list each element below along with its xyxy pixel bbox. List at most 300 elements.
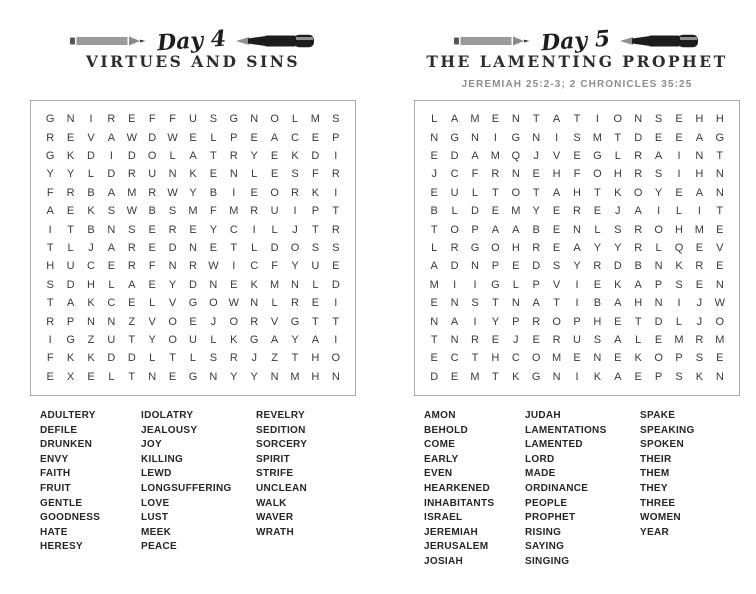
grid-letter: L [675,315,683,328]
grid-letter: E [430,297,438,310]
grid-letter: S [46,278,54,291]
grid-letter: O [168,333,177,346]
grid-letter: L [512,278,519,291]
grid-letter: K [87,352,95,365]
grid-letter: V [87,131,95,144]
grid-letter: R [46,315,55,328]
grid-letter: I [473,278,477,291]
word-list [424,409,740,570]
grid-letter: Z [271,352,278,365]
word-list-column [40,409,141,555]
puzzle-title: THE LAMENTING PROPHET [426,52,728,71]
grid-letter: O [290,241,300,254]
grid-letter: E [716,223,724,236]
word-item: IDOLATRY [141,410,194,421]
grid-letter: E [593,205,602,218]
grid-letter: M [490,149,500,162]
grid-letter: E [614,315,622,328]
word-item: SPEAKING [640,424,695,436]
grid-letter: D [66,278,75,291]
grid-letter: T [128,333,136,346]
grid-letter: Y [168,278,177,291]
grid-letter: E [573,352,581,365]
grid-letter: G [593,149,602,162]
grid-letter: W [126,131,137,144]
grid-letter: N [430,315,439,328]
word-item: PROPHET [525,512,576,524]
grid-letter: C [107,297,116,310]
grid-letter: D [168,241,177,254]
grid-letter: S [654,113,663,126]
grid-letter: W [228,297,239,310]
grid-letter: R [229,149,238,162]
grid-letter: K [593,370,602,383]
grid-letter: I [252,223,256,236]
grid-letter: Y [654,186,663,199]
word-item: HERESY [40,541,83,553]
grid-letter: D [270,241,279,254]
grid-letter: V [716,241,724,254]
grid-letter: E [675,131,683,144]
grid-letter: N [209,370,218,383]
grid-letter: L [108,370,115,383]
grid-letter: A [66,297,75,310]
word-item: WALK [256,497,287,509]
grid-letter: D [107,352,116,365]
grid-letter: A [270,333,279,346]
grid-letter: E [148,223,156,236]
grid-letter: D [532,260,541,273]
word-item: WOMEN [640,512,681,524]
grid-letter: A [552,113,561,126]
grid-letter: G [66,333,75,346]
grid-letter: N [511,113,520,126]
grid-letter: E [270,168,279,181]
grid-letter: Y [573,260,581,273]
word-item: ENVY [40,453,69,465]
word-item: SORCERY [256,439,308,451]
grid-letter: E [148,241,156,254]
grid-letter: M [429,278,439,291]
grid-letter: E [450,370,459,383]
grid-letter: I [657,205,661,218]
grid-letter: E [270,149,279,162]
grid-letter: L [149,352,156,365]
grid-letter: A [128,278,136,291]
grid-letter: M [290,370,300,383]
word-item: WRATH [256,526,294,538]
grid-letter: D [634,131,643,144]
grid-letter: F [210,205,217,218]
word-item: LOVE [141,497,170,509]
grid-letter: G [531,370,541,383]
grid-letter: Y [291,333,299,346]
grid-letter: T [210,149,217,162]
grid-letter: L [108,278,115,291]
grid-letter: E [209,168,218,181]
grid-letter: L [251,168,258,181]
grid-letter: L [149,297,156,310]
word-list-column [424,409,525,570]
grid-letter: N [654,297,663,310]
word-item: WAVER [256,512,294,524]
grid-letter: Y [189,186,197,199]
grid-letter: J [615,205,621,218]
grid-letter: H [552,168,561,181]
grid-letter: K [634,352,642,365]
grid-letter: M [552,352,562,365]
puzzle-panel-day5 [414,0,740,594]
grid-letter: T [716,205,724,218]
word-item: BEHOLD [424,424,469,436]
word-item: STRIFE [256,468,294,480]
grid-letter: A [450,113,459,126]
grid-letter: S [291,168,299,181]
grid-letter: C [291,131,299,144]
grid-letter: M [127,186,137,199]
grid-letter: H [511,241,520,254]
grid-letter: L [271,297,278,310]
grid-letter: N [695,149,704,162]
grid-letter: D [450,149,459,162]
grid-letter: R [168,223,177,236]
grid-letter: A [46,205,54,218]
grid-letter: H [573,186,581,199]
word-item: MEEK [141,526,172,538]
grid-letter: Y [209,223,218,236]
grid-letter: T [46,297,54,310]
word-item: SPOKEN [640,439,685,451]
grid-letter: A [450,315,459,328]
grid-letter: C [229,223,238,236]
word-item: HATE [40,526,68,538]
grid-letter: T [169,352,176,365]
grid-letter: W [167,131,178,144]
grid-letter: H [675,223,683,236]
grid-letter: N [250,113,259,126]
grid-letter: N [593,352,602,365]
grid-letter: A [471,149,479,162]
grid-letter: N [209,278,218,291]
grid-letter: G [45,149,55,162]
word-item: EVEN [424,468,453,480]
grid-letter: E [189,131,197,144]
grid-letter: S [654,168,663,181]
word-item: MADE [525,468,556,480]
grid-letter: E [552,205,561,218]
word-item: SPAKE [640,410,676,421]
grid-letter: D [311,149,320,162]
grid-letter: L [67,241,74,254]
grid-letter: O [491,241,500,254]
grid-letter: A [491,223,500,236]
grid-letter: E [332,260,340,273]
grid-letter: S [209,352,218,365]
grid-letter: V [552,278,561,291]
grid-letter: F [148,260,156,273]
grid-letter: N [189,241,197,254]
grid-letter: E [716,260,724,273]
grid-letter: L [635,333,642,346]
grid-letter: D [189,278,197,291]
grid-letter: F [312,168,319,181]
word-item: UNCLEAN [256,482,307,494]
word-item: INHABITANTS [424,497,495,509]
grid-letter: E [430,352,438,365]
grid-letter: I [555,131,559,144]
wordsearch-grid [30,100,356,396]
grid-letter: J [533,149,539,162]
grid-letter: L [87,168,95,181]
grid-letter: T [716,149,724,162]
grid-letter: N [250,297,259,310]
grid-letter: E [87,370,95,383]
word-item: GOODNESS [40,512,101,524]
grid-letter: K [66,149,75,162]
grid-letter: J [431,168,437,181]
grid-letter: H [695,168,704,181]
grid-letter: L [431,113,438,126]
grid-letter: E [66,205,75,218]
puzzle-title: VIRTUES AND SINS [85,52,301,71]
grid-letter: T [532,186,540,199]
grid-letter: R [634,168,643,181]
pencil-icon [454,35,532,47]
grid-letter: F [471,168,479,181]
grid-letter: L [251,241,258,254]
grid-letter: F [573,168,581,181]
grid-letter: T [573,113,581,126]
grid-letter: E [552,223,561,236]
word-item: JEREMIAH [424,526,479,538]
grid-letter: W [167,186,178,199]
grid-letter: T [332,205,340,218]
grid-letter: F [46,186,54,199]
grid-letter: S [614,223,622,236]
word-list [40,409,356,555]
grid-letter: J [292,223,298,236]
grid-letter: D [127,149,136,162]
grid-letter: X [66,370,75,383]
grid-letter: I [334,149,338,162]
word-item: THEM [640,468,670,480]
grid-letter: O [715,315,725,328]
grid-letter: E [128,297,136,310]
grid-letter: N [331,370,340,383]
grid-letter: N [471,260,479,273]
grid-letter: M [715,333,725,346]
grid-letter: I [575,297,579,310]
grid-letter: T [614,131,622,144]
grid-letter: S [573,131,581,144]
grid-letter: I [109,149,113,162]
grid-letter: U [107,333,116,346]
grid-letter: U [66,260,75,273]
grid-letter: J [513,333,519,346]
grid-letter: A [552,186,561,199]
grid-letter: A [634,205,642,218]
grid-letter: E [491,113,500,126]
grid-letter: R [127,168,136,181]
grid-letter: K [250,278,258,291]
grid-letter: U [189,113,197,126]
grid-letter: H [634,297,643,310]
grid-letter: T [128,370,136,383]
grid-letter: Y [614,241,622,254]
grid-letter: K [614,278,622,291]
grid-letter: D [148,131,157,144]
grid-letter: U [270,205,279,218]
grid-letter: A [189,149,197,162]
grid-letter: P [654,370,663,383]
grid-letter: P [230,131,238,144]
grid-letter: T [492,297,499,310]
grid-letter: E [430,186,438,199]
grid-letter: A [695,131,704,144]
grid-letter: M [674,333,684,346]
grid-letter: V [148,315,156,328]
grid-letter: D [450,260,459,273]
grid-letter: E [573,149,581,162]
grid-letter: R [695,260,704,273]
grid-letter: G [470,241,480,254]
grid-letter: N [532,131,541,144]
grid-letter: I [575,278,579,291]
word-item: SEDITION [256,424,306,436]
grid-letter: O [531,352,541,365]
grid-letter: S [471,297,479,310]
grid-letter: S [209,113,218,126]
grid-letter: G [290,315,300,328]
grid-letter: O [654,223,663,236]
grid-letter: E [532,168,540,181]
grid-letter: O [613,113,623,126]
grid-letter: W [208,260,219,273]
grid-letter: R [148,186,157,199]
grid-letter: Z [87,333,95,346]
grid-letter: E [675,186,683,199]
grid-letter: U [189,333,197,346]
grid-letter: N [511,297,520,310]
grid-letter: H [491,352,500,365]
grid-letter: A [512,223,520,236]
grid-letter: M [511,205,521,218]
grid-letter: T [230,241,238,254]
grid-letter: P [66,315,75,328]
grid-letter: D [471,205,479,218]
grid-letter: P [491,260,500,273]
grid-letter: N [291,278,299,291]
grid-letter: I [232,186,236,199]
grid-letter: B [634,260,642,273]
grid-letter: N [715,186,724,199]
grid-letter: M [470,113,480,126]
word-item: PEOPLE [525,497,568,509]
day-label: Day 5 [540,25,612,57]
grid-letter: E [311,131,320,144]
grid-letter: R [634,223,643,236]
grid-letter: L [169,149,176,162]
grid-letter: A [107,131,116,144]
grid-letter: A [430,260,438,273]
grid-letter: M [592,131,602,144]
grid-letter: R [127,241,136,254]
grid-letter: N [715,370,724,383]
grid-letter: K [291,149,299,162]
grid-letter: G [188,297,198,310]
grid-letter: Y [291,260,299,273]
word-item: LONGSUFFERING [141,482,232,494]
grid-letter: E [66,131,75,144]
grid-letter: D [127,352,136,365]
grid-letter: N [87,315,95,328]
grid-letter: N [107,315,116,328]
grid-letter: J [251,352,257,365]
word-item: ADULTERY [40,410,96,421]
grid-letter: E [654,333,663,346]
grid-letter: K [230,333,238,346]
grid-letter: M [229,205,239,218]
grid-letter: B [209,186,218,199]
grid-letter: S [593,333,602,346]
word-item: YEAR [640,526,669,538]
grid-letter: L [189,352,197,365]
grid-letter: F [148,113,156,126]
grid-letter: R [46,131,55,144]
grid-letter: T [67,223,74,236]
word-item: JEALOUSY [141,424,198,436]
grid-letter: P [471,223,479,236]
grid-letter: E [46,370,54,383]
grid-letter: E [250,131,258,144]
grid-letter: C [511,352,520,365]
grid-letter: O [450,223,459,236]
grid-letter: I [334,297,338,310]
grid-letter: E [716,352,724,365]
grid-letter: N [168,168,177,181]
grid-letter: R [250,205,259,218]
grid-letter: S [332,113,340,126]
grid-letter: G [491,278,500,291]
word-list-column [141,409,256,555]
word-item: JOY [141,439,162,451]
grid-letter: E [614,352,622,365]
grid-letter: R [189,260,197,273]
grid-letter: M [310,113,320,126]
grid-letter: R [107,113,116,126]
grid-letter: J [88,241,94,254]
word-item: DRUNKEN [40,439,93,451]
grid-letter: L [312,278,319,291]
word-item: GENTLE [40,497,83,509]
grid-letter: F [271,260,278,273]
grid-letter: Q [674,241,684,254]
grid-letter: B [532,223,540,236]
grid-letter: L [271,223,278,236]
grid-letter: B [593,297,602,310]
grid-letter: E [593,278,602,291]
grid-letter: R [532,241,541,254]
grid-letter: Y [230,370,238,383]
grid-letter: E [695,278,704,291]
grid-letter: H [593,315,602,328]
grid-letter: E [209,241,218,254]
grid-letter: R [573,205,581,218]
grid-letter: I [232,260,236,273]
word-item: SPIRIT [256,453,291,465]
grid-letter: N [229,168,238,181]
grid-letter: E [189,223,197,236]
